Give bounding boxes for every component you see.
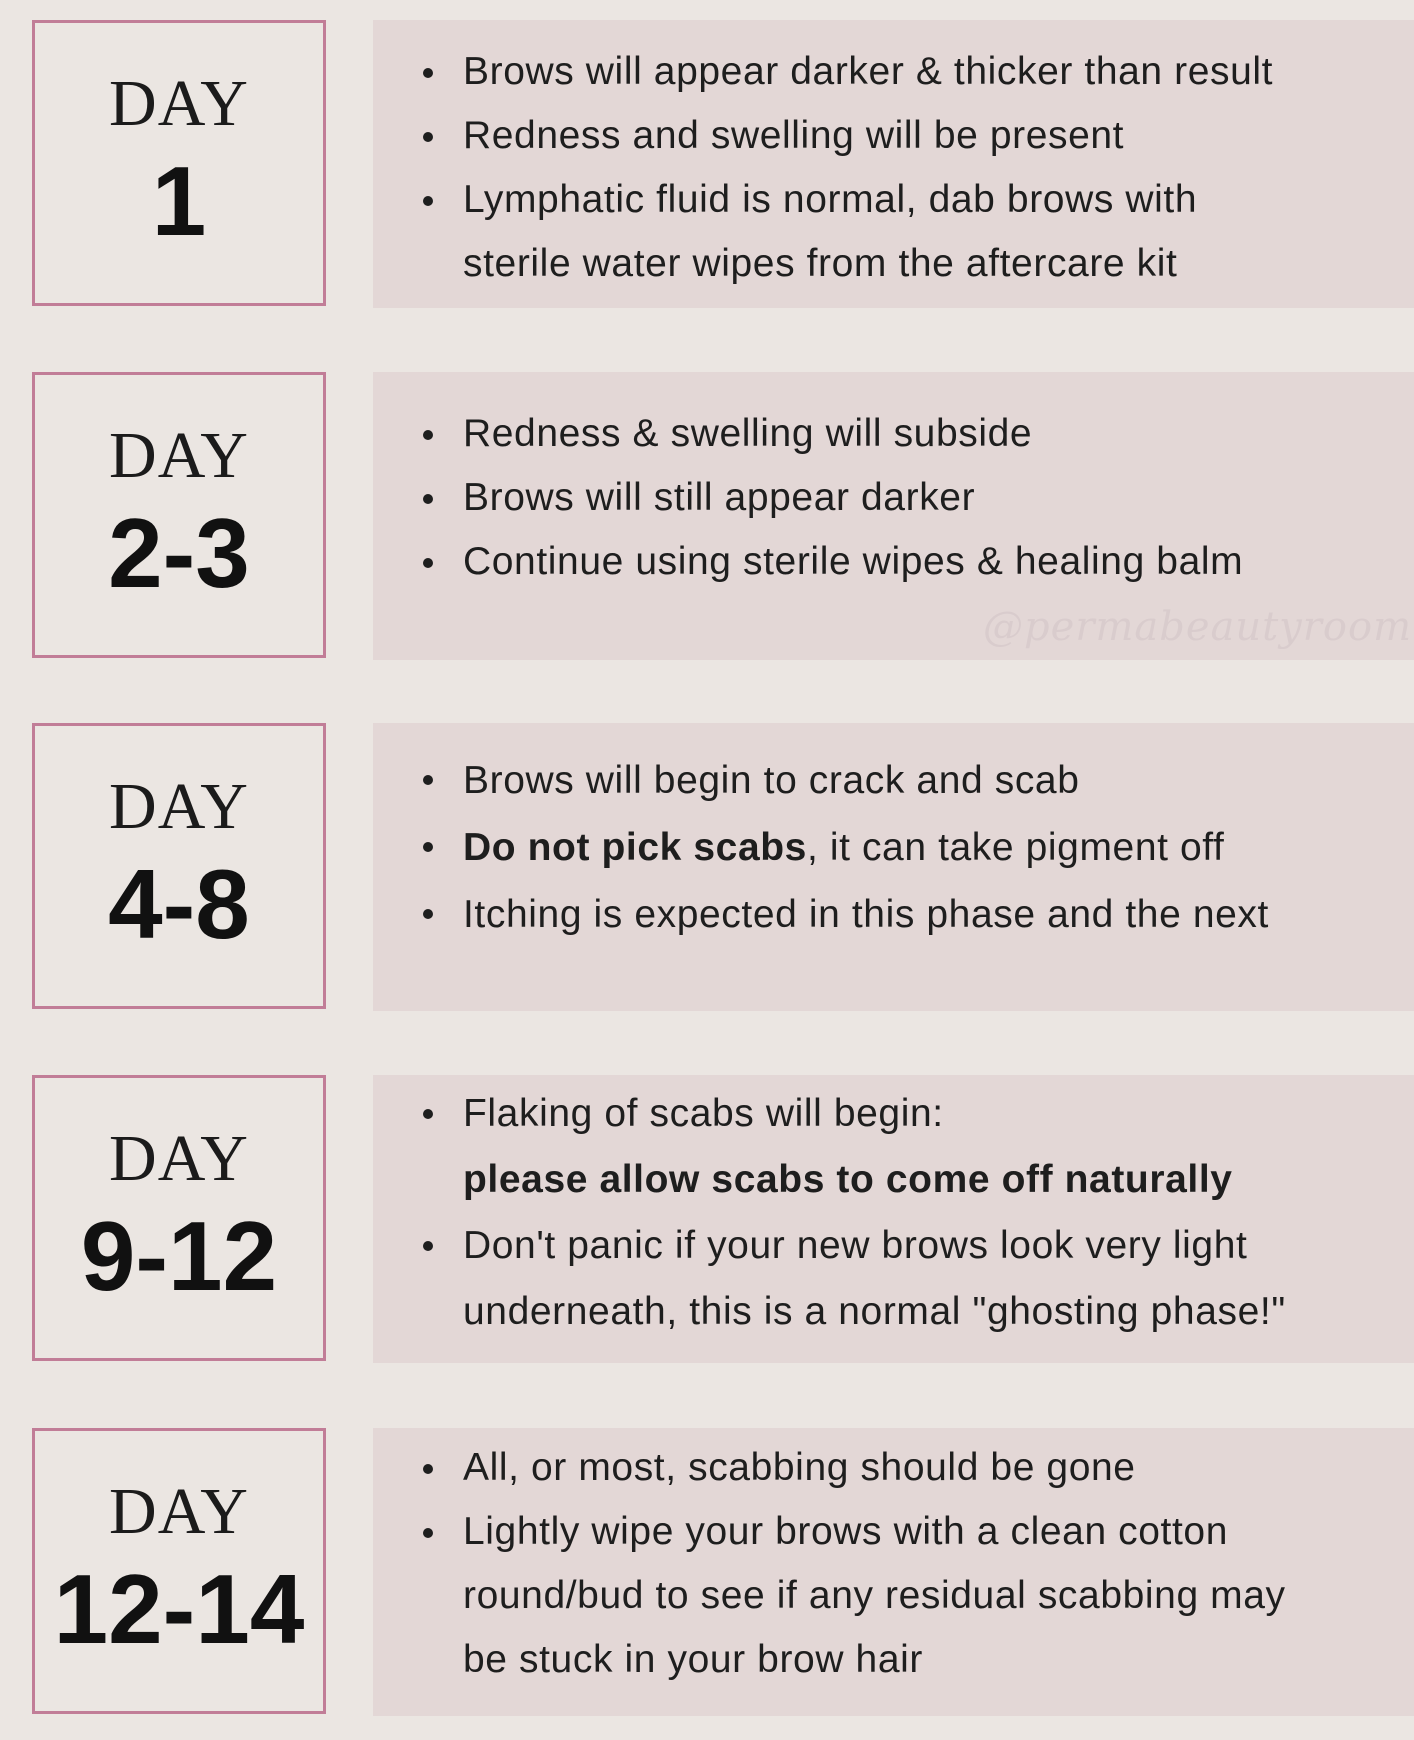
instructions-panel xyxy=(373,723,1414,1011)
list-item: Flaking of scabs will begin: please allow scabs to come off naturally xyxy=(423,1081,1404,1213)
instruction-list xyxy=(423,747,1404,948)
day-label: DAY xyxy=(109,1475,249,1548)
instruction-list xyxy=(423,1081,1404,1345)
list-item: Brows will begin to crack and scab xyxy=(423,747,1404,814)
day-badge xyxy=(32,372,326,658)
list-item: Lightly wipe your brows with a clean cotton round/bud to see if any residual scabbing may be stuck in your brow hair xyxy=(423,1500,1404,1692)
list-item: Continue using sterile wipes & healing balm xyxy=(423,530,1404,594)
instruction-list xyxy=(423,40,1404,296)
watermark: @permabeautyroom xyxy=(983,604,1412,650)
timeline-row-day-4-8 xyxy=(0,723,1414,1011)
timeline-row-day-12-14 xyxy=(0,1428,1414,1716)
day-badge xyxy=(32,20,326,306)
instructions-panel xyxy=(373,1428,1414,1716)
day-range: 12-14 xyxy=(53,1554,305,1664)
list-item: All, or most, scabbing should be gone xyxy=(423,1436,1404,1500)
instructions-panel xyxy=(373,1075,1414,1363)
list-item: Lymphatic fluid is normal, dab brows with sterile water wipes from the aftercare kit xyxy=(423,168,1404,296)
day-label: DAY xyxy=(109,1122,249,1195)
day-label: DAY xyxy=(109,67,249,140)
list-item: Brows will appear darker & thicker than result xyxy=(423,40,1404,104)
instructions-panel xyxy=(373,20,1414,308)
day-range: 1 xyxy=(151,146,207,256)
list-item: Redness and swelling will be present xyxy=(423,104,1404,168)
timeline-row-day-2-3 xyxy=(0,372,1414,660)
instruction-list xyxy=(423,1436,1404,1692)
list-item: Do not pick scabs, it can take pigment off xyxy=(423,814,1404,881)
instructions-panel xyxy=(373,372,1414,660)
day-range: 2-3 xyxy=(108,498,250,608)
day-label: DAY xyxy=(109,419,249,492)
instruction-list xyxy=(423,402,1404,594)
list-item: Itching is expected in this phase and the next xyxy=(423,881,1404,948)
day-badge xyxy=(32,1428,326,1714)
day-range: 9-12 xyxy=(80,1201,278,1311)
list-item: Don't panic if your new brows look very light underneath, this is a normal "ghosting phase!" xyxy=(423,1213,1404,1345)
day-label: DAY xyxy=(109,770,249,843)
day-badge xyxy=(32,1075,326,1361)
list-item: Brows will still appear darker xyxy=(423,466,1404,530)
timeline-row-day-1 xyxy=(0,20,1414,308)
day-badge xyxy=(32,723,326,1009)
timeline-row-day-9-12 xyxy=(0,1075,1414,1363)
list-item: Redness & swelling will subside xyxy=(423,402,1404,466)
day-range: 4-8 xyxy=(108,849,250,959)
